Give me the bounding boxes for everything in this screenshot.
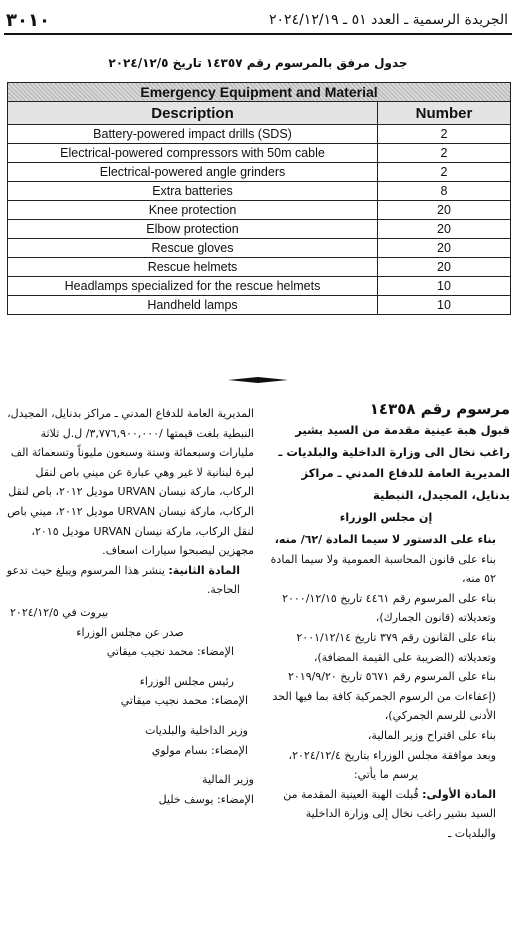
table-row [8,201,511,220]
decree-title: مرسوم رقم ١٤٣٥٨ [369,400,510,418]
table-row [8,296,511,315]
page-number: ٣٠١٠ [6,10,50,31]
row-number: 10 [378,296,511,315]
row-number: 20 [378,220,511,239]
article-1-label: المادة الأولى: [422,787,496,801]
article-1 [262,785,510,844]
row-description: Knee protection [8,201,378,220]
table-caption: جدول مرفق بالمرسوم رقم ١٤٣٥٧ تاريخ ٢٠٢٤/١٢/٥ [108,56,408,70]
table-row [8,239,511,258]
basis-item: بناء على اقتراح وزير المالية، [367,728,496,742]
council-heading: إن مجلس الوزراء [339,511,433,524]
row-description: Headlamps specialized for the rescue helmets [8,277,378,296]
article-1-text: قُبلت الهبة العينية المقدمة من السيد بشير راغب نخال إلى وزارة الداخلية والبلديات ـ [283,787,496,840]
table-row [8,182,511,201]
basis-item: بناء على المرسوم رقم ٥٦٧١ تاريخ ٢٠١٩/٩/٢٠ (إعفاءات من الرسوم الجمركية كافة بما فيها الحد الأدنى للرسم الجمركي)، [272,670,496,723]
equipment-table [7,82,511,315]
decree-column-left [6,404,254,809]
basis-item: بناء على المرسوم رقم ٤٤٦١ تاريخ ٢٠٠٠/١٢/١٥ وتعديلاته (قانون الجمارك)، [282,591,496,625]
article-1-continuation: المديرية العامة للدفاع المدني ـ مراكز بدنايل، المجيدل، النبطية بلغت قيمتها /٣,٧٧٦,٩٠٠,٠٠٠/ ل.ل ثلاثة مليارات وسبعمائة وستة وسبعون مليوناً وتسعمائة الف ليرة لبنانية لا غير وهي عبارة عن ميني باص لنقل الركاب، ماركة نيسان URVAN موديل ٢٠١٢، باص لنقل الركاب، ماركة نيسان URVAN موديل ٢٠١٢، ميني باص لنقل الركاب، ماركة نيسان URVAN موديل ٢٠١٥، مجهزين ليصبحوا سيارات اسعاف. [7,407,254,558]
basis-item: بناء على الدستور لا سيما المادة /٦٢/ منه، [274,533,496,546]
basis-item: بناء على قانون المحاسبة العمومية ولا سيما المادة ٥٢ منه، [270,552,496,586]
decree-subject: قبول هبة عينية مقدمة من السيد بشير راغب نخال الى وزارة الداخلية والبلديات ـ المديرية العامة للدفاع المدني ـ مراكز بدنايل، المجيدل، النبطية [278,423,510,502]
table-row [8,258,511,277]
table-row [8,144,511,163]
article-2 [6,561,254,600]
row-description: Elbow protection [8,220,378,239]
header-rule [4,33,512,35]
signature-4: الإمضاء: يوسف خليل [158,792,254,806]
row-description: Rescue gloves [8,239,378,258]
row-number: 20 [378,239,511,258]
table-header-row [8,102,511,125]
row-number: 8 [378,182,511,201]
signature-2: الإمضاء: محمد نجيب ميقاتي [120,694,248,708]
decree-column-right [262,398,510,844]
column-header-number: Number [378,102,511,125]
row-number: 20 [378,201,511,220]
signature-block [6,603,254,809]
row-number: 2 [378,125,511,144]
row-description: Rescue helmets [8,258,378,277]
row-number: 10 [378,277,511,296]
row-number: 20 [378,258,511,277]
row-description: Handheld lamps [8,296,378,315]
interior-minister-title: وزير الداخلية والبلديات [145,723,248,737]
table-row [8,125,511,144]
row-description: Electrical-powered angle grinders [8,163,378,182]
table-row [8,220,511,239]
signature-1: الإمضاء: محمد نجيب ميقاتي [106,645,234,659]
article-2-label: المادة الثانية: [168,563,240,577]
column-header-description: Description [8,102,378,125]
issued-by: صدر عن مجلس الوزراء [76,625,184,639]
row-description: Electrical-powered compressors with 50m cable [8,144,378,163]
page-header [4,8,512,34]
finance-minister-title: وزير المالية [202,773,254,787]
basis-item: وبعد موافقة مجلس الوزراء بتاريخ ٢٠٢٤/١٢/٤، [288,748,496,762]
table-title: Emergency Equipment and Material [8,83,511,102]
row-description: Battery-powered impact drills (SDS) [8,125,378,144]
table-title-row [8,83,511,102]
running-head: الجريدة الرسمية ـ العدد ٥١ ـ ٢٠٢٤/١٢/١٩ [269,12,508,28]
row-number: 2 [378,163,511,182]
row-number: 2 [378,144,511,163]
table-row [8,277,511,296]
section-divider-ornament [228,377,288,383]
table-row [8,163,511,182]
place-date: بيروت في ٢٠٢٤/١٢/٥ [10,605,109,619]
prime-minister-title: رئيس مجلس الوزراء [139,674,234,688]
article-2-text: ينشر هذا المرسوم ويبلغ حيث تدعو الحاجة. [6,563,240,597]
signature-3: الإمضاء: بسام مولوي [151,743,248,757]
decrees-line: يرسم ما يأتي: [353,768,419,782]
row-description: Extra batteries [8,182,378,201]
basis-item: بناء على القانون رقم ٣٧٩ تاريخ ٢٠٠١/١٢/١٤ وتعديلاته (الضريبة على القيمة المضافة)، [296,630,496,664]
